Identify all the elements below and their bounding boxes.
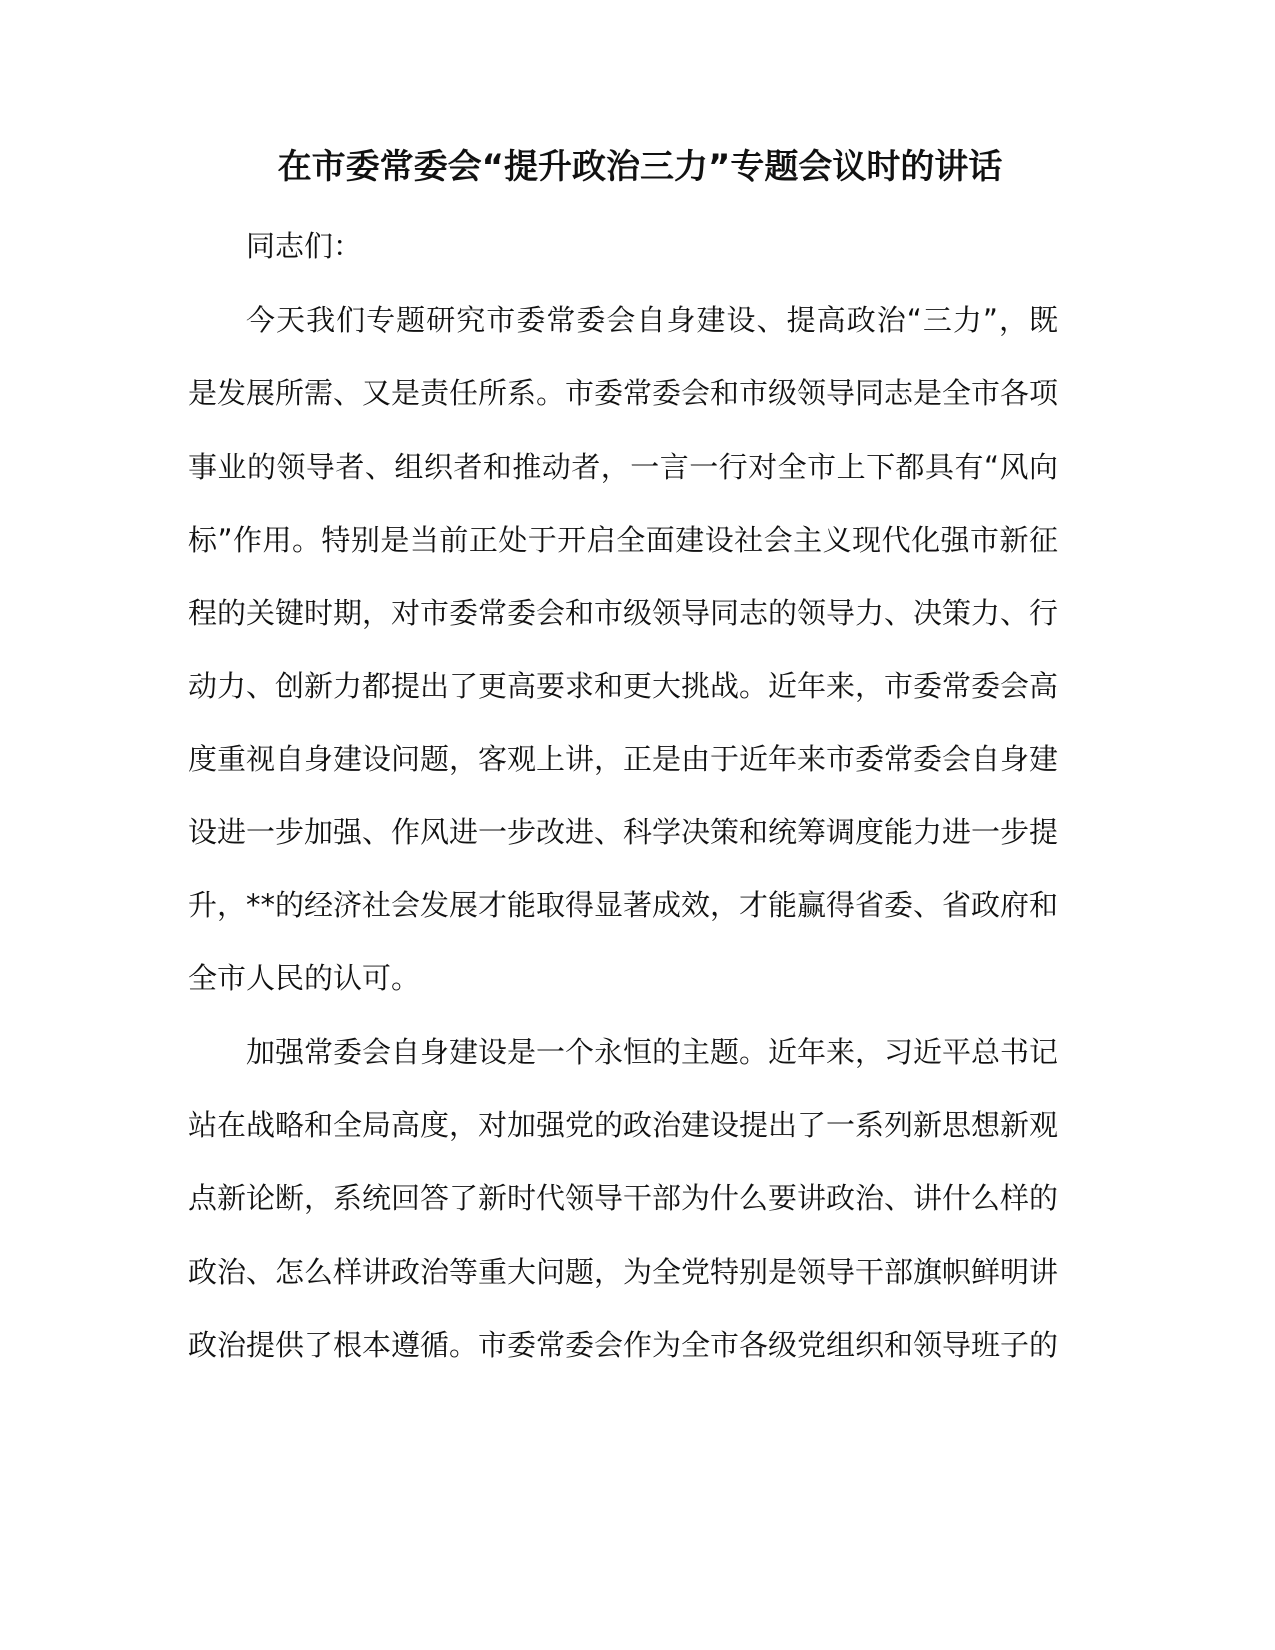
paragraph-line: 政治、怎么样讲政治等重大问题，为全党特别是领导干部旗帜鲜明讲 (188, 1255, 1059, 1289)
paragraph-line: 站在战略和全局高度，对加强党的政治建设提出了一系列新思想新观 (188, 1108, 1059, 1142)
paragraph-line: 事业的领导者、组织者和推动者，一言一行对全市上下都具有“风向 (188, 450, 1058, 484)
paragraph-line: 点新论断，系统回答了新时代领导干部为什么要讲政治、讲什么样的 (188, 1181, 1059, 1215)
paragraph-line: 度重视自身建设问题，客观上讲，正是由于近年来市委常委会自身建 (188, 742, 1059, 776)
paragraph-line: 设进一步加强、作风进一步改进、科学决策和统筹调度能力进一步提 (188, 815, 1059, 849)
paragraph-line: 今天我们专题研究市委常委会自身建设、提高政治“三力”，既 (246, 303, 1058, 337)
paragraph-line: 全市人民的认可。 (188, 961, 421, 995)
paragraph-line: 政治提供了根本遵循。市委常委会作为全市各级党组织和领导班子的 (188, 1328, 1059, 1362)
salutation: 同志们： (246, 229, 363, 263)
paragraph-line: 是发展所需、又是责任所系。市委常委会和市级领导同志是全市各项 (188, 376, 1059, 410)
paragraph-line: 程的关键时期，对市委常委会和市级领导同志的领导力、决策力、行 (188, 596, 1059, 630)
paragraph-line: 标”作用。特别是当前正处于开启全面建设社会主义现代化强市新征 (188, 523, 1058, 557)
paragraph-line: 加强常委会自身建设是一个永恒的主题。近年来，习近平总书记 (246, 1035, 1059, 1069)
paragraph-line: 动力、创新力都提出了更高要求和更大挑战。近年来，市委常委会高 (188, 669, 1059, 703)
paragraph-line: 升，**的经济社会发展才能取得显著成效，才能赢得省委、省政府和 (188, 888, 1059, 922)
page-title: 在市委常委会“提升政治三力”专题会议时的讲话 (277, 147, 1003, 187)
